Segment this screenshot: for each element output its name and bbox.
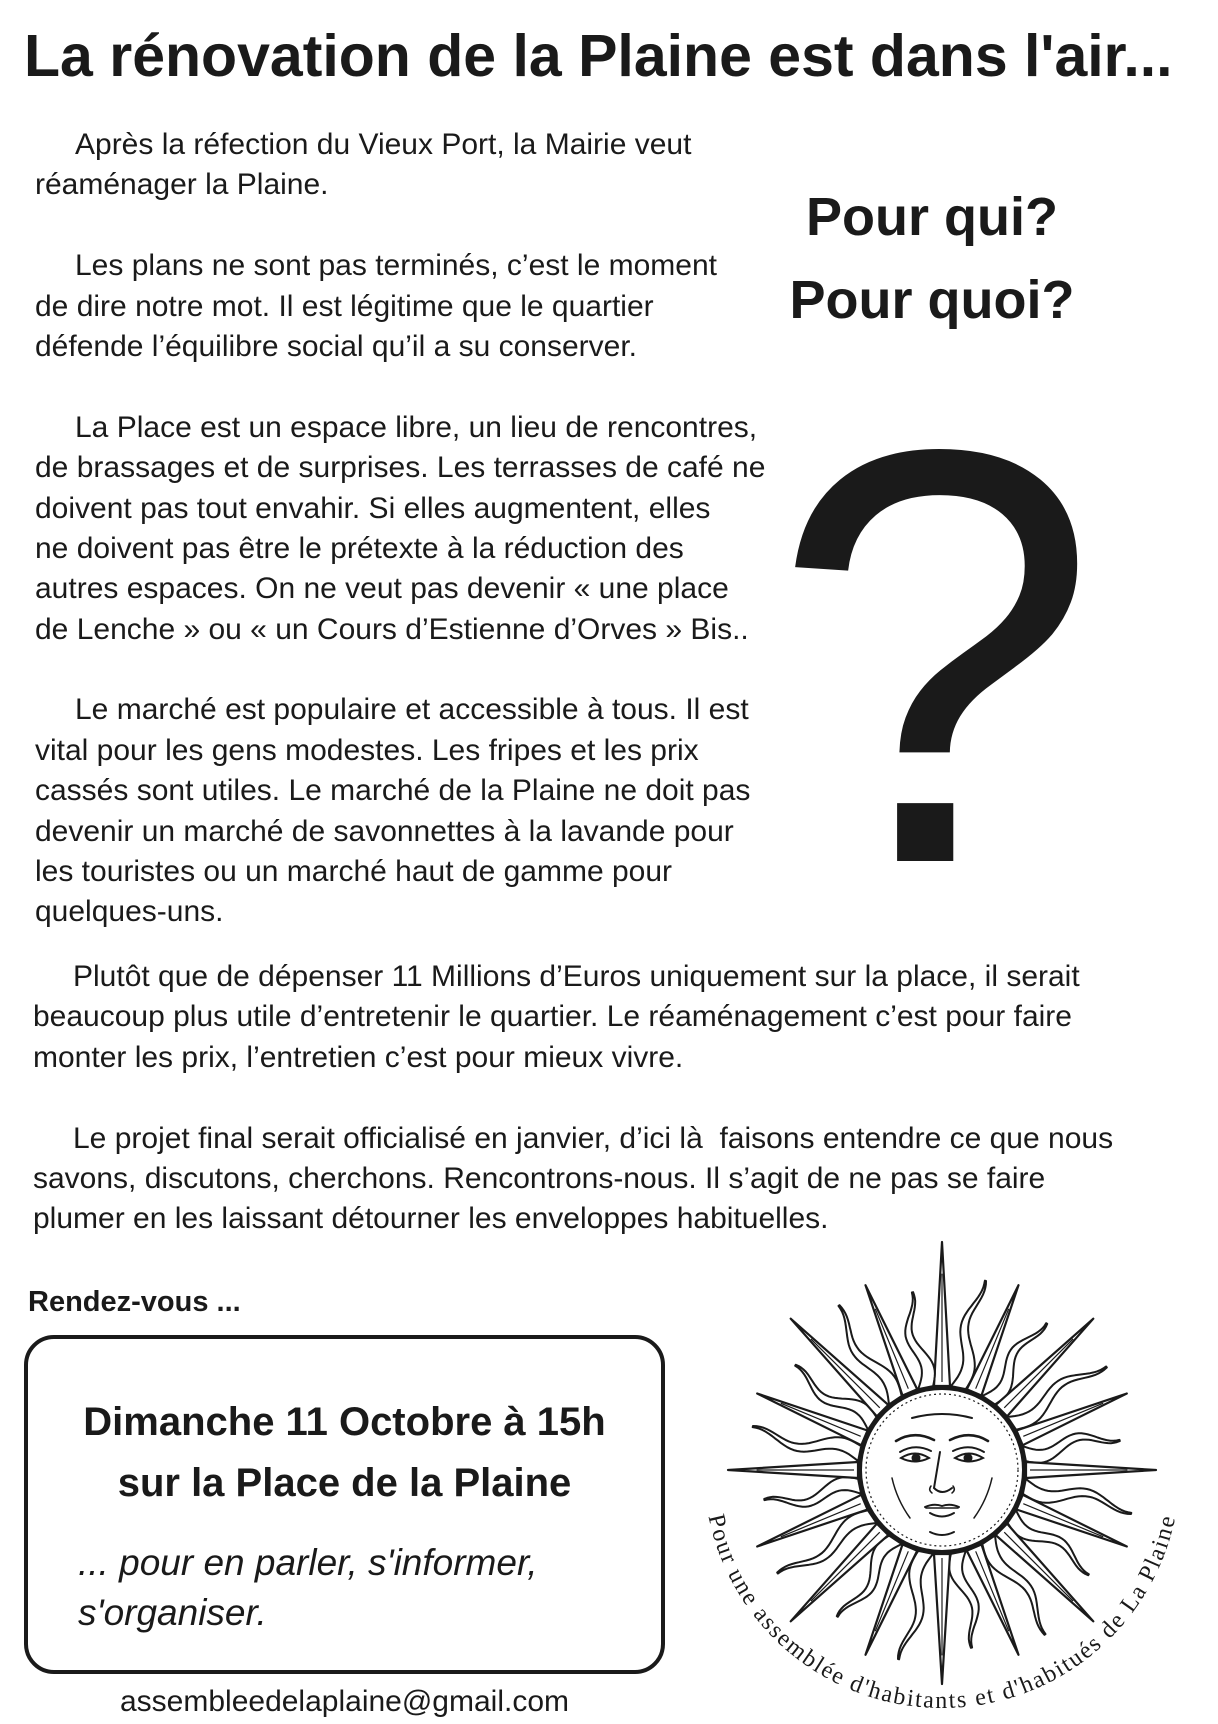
text-line: vital pour les gens modestes. Les fripes et les prix (35, 733, 699, 767)
meeting-purpose (78, 1538, 538, 1638)
text-line: plumer en les laissant détourner les enveloppes habituelles. (33, 1202, 829, 1236)
sun-face-disc (860, 1388, 1024, 1552)
text-line: de Lenche » ou « un Cours d’Estienne d’Orves » Bis.. (35, 612, 749, 646)
intro-paragraph (35, 125, 795, 206)
text-line: cassés sont utiles. Le marché de la Plaine ne doit pas (35, 774, 751, 808)
text-line: de brassages et de surprises. Les terrasses de café ne (35, 451, 766, 485)
emblem-motto-text: Pour une assemblée d'habitants et d'habitués de La Plaine (702, 1511, 1182, 1715)
text-line: quelques-uns. (35, 895, 224, 929)
text-line: monter les prix, l’entretien c’est pour mieux vivre. (33, 1040, 684, 1074)
text-line: autres espaces. On ne veut pas devenir « une place (35, 572, 729, 606)
text-line: Le projet final serait officialisé en janvier, d’ici là faisons entendre ce que nous (73, 1121, 1114, 1155)
intro-paragraph (35, 246, 795, 367)
sun-emblem (703, 1242, 1182, 1714)
meeting-date: Dimanche 11 Octobre à 15h (83, 1400, 606, 1444)
sun-pupil-left (912, 1454, 921, 1463)
meeting-purpose-line: ... pour en parler, s'informer, (78, 1542, 538, 1583)
text-line: Les plans ne sont pas terminés, c’est le moment (75, 249, 717, 283)
text-line: savons, discutons, cherchons. Rencontrons-nous. Il s’agit de ne pas se faire (33, 1161, 1046, 1195)
text-line: La Place est un espace libre, un lieu de rencontres, (75, 410, 758, 444)
closing-column (33, 957, 1213, 1280)
text-line: les touristes ou un marché haut de gamme pour (35, 855, 673, 889)
big-question-mark: ? (770, 328, 1100, 987)
text-line: Plutôt que de dépenser 11 Millions d’Euros uniquement sur la place, il serait (73, 960, 1080, 993)
question-for-what: Pour quoi? (789, 270, 1075, 330)
text-line: devenir un marché de savonnettes à la lavande pour (35, 814, 734, 848)
text-line: de dire notre mot. Il est légitime que le quartier (35, 289, 654, 323)
closing-paragraph (33, 957, 1213, 1078)
meeting-place: sur la Place de la Plaine (117, 1461, 572, 1505)
intro-paragraph (35, 408, 795, 650)
text-line: défende l’équilibre social qu’il a su conserver. (35, 329, 638, 363)
sun-pupil-right (964, 1454, 973, 1463)
text-line: beaucoup plus utile d’entretenir le quartier. Le réaménagement c’est pour faire (33, 1000, 1072, 1034)
text-line: ne doivent pas être le prétexte à la réduction des (35, 531, 684, 565)
closing-paragraph (33, 1119, 1213, 1240)
meeting-heading: Rendez-vous ... (28, 1286, 241, 1318)
text-line: réaménager la Plaine. (35, 168, 329, 202)
side-questions (782, 176, 1082, 342)
text-line: Après la réfection du Vieux Port, la Mairie veut (75, 128, 692, 161)
intro-paragraph (35, 690, 795, 932)
meeting-purpose-line: s'organiser. (78, 1592, 267, 1633)
page-title: La rénovation de la Plaine est dans l'air... (24, 23, 1173, 89)
intro-column (35, 125, 795, 973)
text-line: doivent pas tout envahir. Si elles augmentent, elles (35, 491, 711, 525)
question-for-whom: Pour qui? (806, 187, 1058, 247)
contact-email[interactable]: assembleedelaplaine@gmail.com (119, 1685, 570, 1718)
text-line: Le marché est populaire et accessible à tous. Il est (75, 693, 749, 727)
